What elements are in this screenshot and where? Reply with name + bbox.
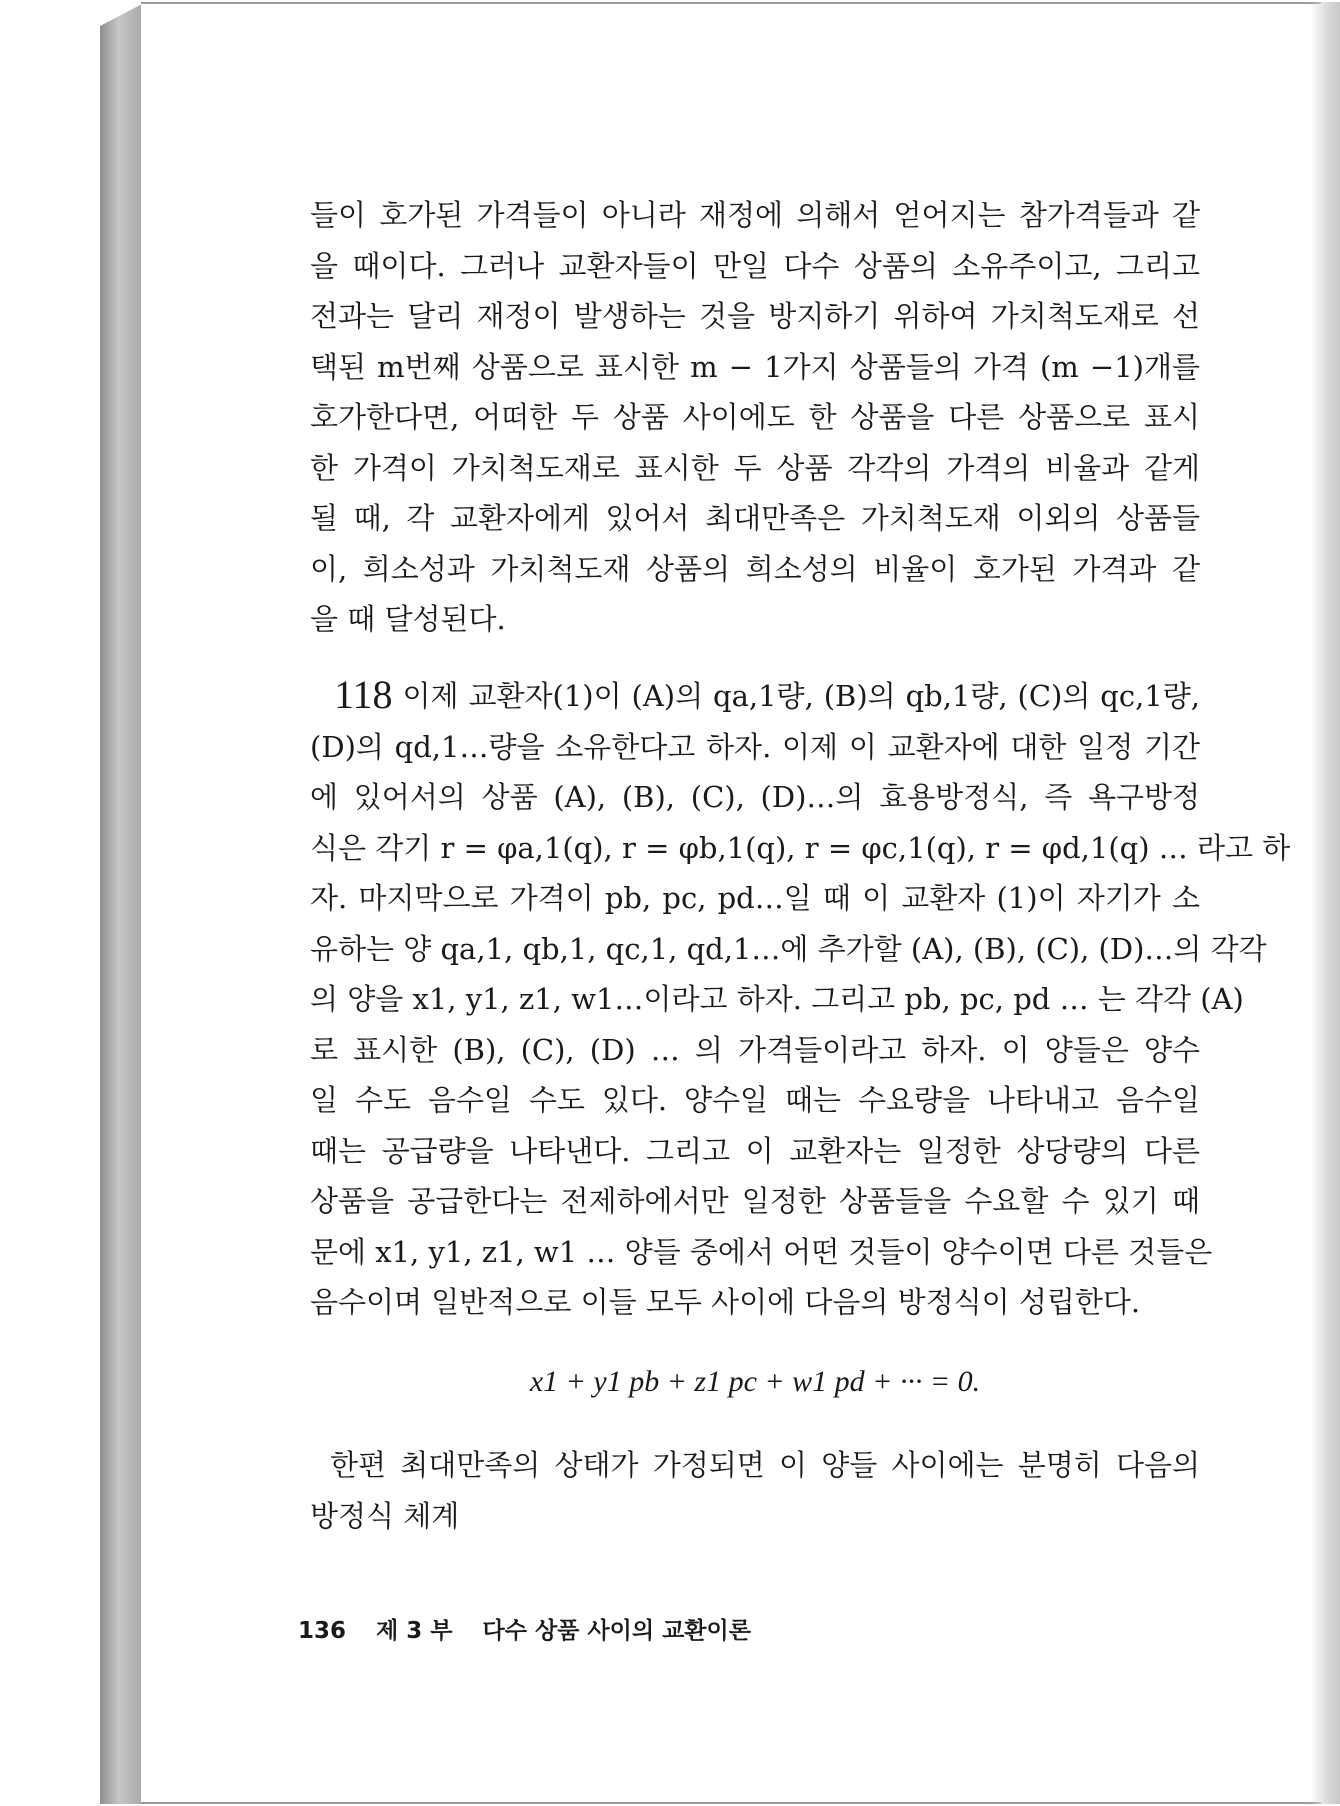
section-number: 118 — [334, 672, 393, 717]
text-line: 의 양을 x1, y1, z1, w1…이라고 하자. 그리고 pb, pc, pd … 는 각각 (A) — [310, 982, 1244, 1016]
text-line: 방정식 체계 — [310, 1498, 460, 1533]
text-line: 자. 마지막으로 가격이 pb, pc, pd…일 때 이 교환자 (1)이 자기가 소 — [310, 881, 1200, 915]
page-curl-shadow — [1310, 2, 1340, 1804]
text-line: 때는 공급량을 나타낸다. 그리고 이 교환자는 일정한 상당량의 다른 — [310, 1133, 1200, 1168]
text-line: 문에 x1, y1, z1, w1 … 양들 중에서 어떤 것들이 양수이면 다른 것들은 — [310, 1234, 1213, 1269]
text-line: 한 가격이 가치척도재로 표시한 두 상품 각각의 가격의 비율과 같게 — [310, 450, 1200, 485]
text-line: 에 있어서의 상품 (A), (B), (C), (D)…의 효용방정식, 즉 욕구방정 — [310, 780, 1200, 814]
text-line: 을 때이다. 그러나 교환자들이 만일 다수 상품의 소유주이고, 그리고 — [310, 248, 1200, 283]
book-spine-edge — [100, 4, 142, 1804]
text-line: 이, 희소성과 가치척도재 상품의 희소성의 비율이 호가된 가격과 같 — [310, 551, 1200, 586]
text-line: 전과는 달리 재정이 발생하는 것을 방지하기 위하여 가치척도재로 선 — [310, 299, 1200, 333]
text-line: (D)의 qd,1…량을 소유한다고 하자. 이제 이 교환자에 대한 일정 기간 — [310, 729, 1200, 764]
text-line: 한편 최대만족의 상태가 가정되면 이 양들 사이에는 분명히 다음의 — [330, 1448, 1200, 1482]
page-number: 136 — [298, 1618, 347, 1644]
part-label: 제 3 부 — [376, 1618, 453, 1644]
text-line: 택된 m번째 상품으로 표시한 m − 1가지 상품들의 가격 (m −1)개를 — [310, 349, 1200, 384]
chapter-title: 다수 상품 사이의 교환이론 — [482, 1618, 751, 1644]
equation: x1 + y1 pb + z1 pc + w1 pd + ··· = 0. — [529, 1365, 981, 1398]
text-line: 식은 각기 r = φa,1(q), r = φb,1(q), r = φc,1(q), r = φd,1(q) … 라고 하 — [310, 830, 1291, 865]
paragraph-1 — [310, 190, 1200, 645]
page-footer — [298, 1612, 751, 1645]
text-line: 음수이며 일반적으로 이들 모두 사이에 다음의 방정식이 성립한다. — [310, 1285, 1141, 1319]
text-line: 을 때 달성된다. — [310, 602, 506, 636]
text-line: 호가한다면, 어떠한 두 상품 사이에도 한 상품을 다른 상품으로 표시 — [310, 400, 1200, 434]
paragraph-2 — [310, 670, 1291, 1328]
text-line: 로 표시한 (B), (C), (D) … 의 가격들이라고 하자. 이 양들은 양수 — [310, 1032, 1200, 1067]
paragraph-3 — [310, 1440, 1200, 1541]
text-line-first-content: 이제 교환자(1)이 (A)의 qa,1량, (B)의 qb,1량, (C)의 qc,1량, — [402, 679, 1200, 713]
text-line: 일 수도 음수일 수도 있다. 양수일 때는 수요량을 나타내고 음수일 — [310, 1083, 1200, 1117]
text-line-first — [310, 670, 1200, 722]
text-line: 될 때, 각 교환자에게 있어서 최대만족은 가치척도재 이외의 상품들 — [310, 501, 1200, 535]
text-line: 들이 호가된 가격들이 아니라 재정에 의해서 얻어지는 참가격들과 같 — [310, 198, 1200, 232]
text-line: 유하는 양 qa,1, qb,1, qc,1, qd,1…에 추가할 (A), (B), (C), (D)…의 각각 — [310, 931, 1267, 966]
text-line: 상품을 공급한다는 전제하에서만 일정한 상품들을 수요할 수 있기 때 — [310, 1184, 1200, 1218]
